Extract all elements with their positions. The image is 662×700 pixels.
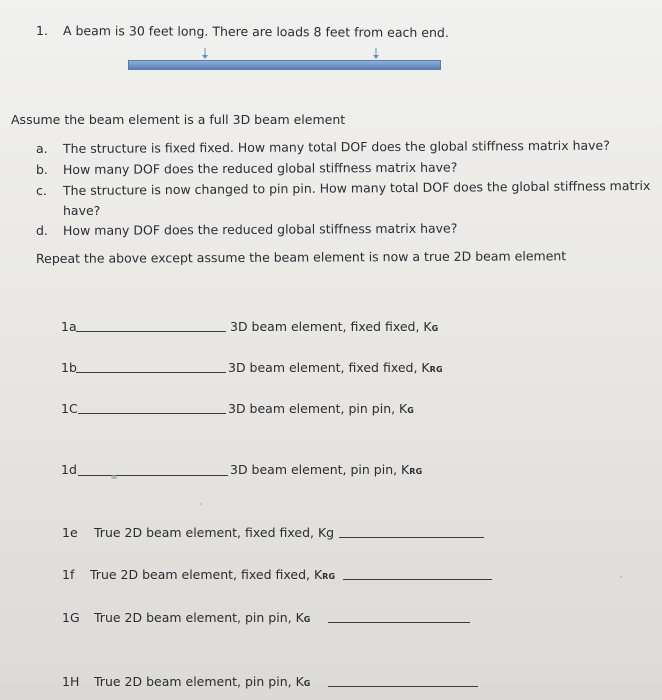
- answer-1c-blank[interactable]: [78, 413, 226, 414]
- question-c-text-continued: have?: [63, 203, 101, 218]
- question-d-text: How many DOF does the reduced global stiffness matrix have?: [62, 220, 458, 238]
- answer-1f-blank[interactable]: [343, 579, 492, 580]
- answer-1c-description: 3D beam element, pin pin, KG: [228, 401, 415, 416]
- answer-1b-label: 1b: [61, 360, 77, 375]
- question-b-marker: b.: [36, 162, 48, 177]
- repeat-instruction: Repeat the above except assume the beam element is now a true 2D beam element: [35, 248, 567, 266]
- answer-1a-blank[interactable]: [76, 331, 226, 332]
- answer-1a-description: 3D beam element, fixed fixed, KG: [230, 319, 439, 334]
- answer-1g-blank[interactable]: [328, 622, 470, 623]
- question-a-text: The structure is fixed fixed. How many total DOF does the global stiffness matrix have?: [62, 137, 610, 156]
- paper-speck: [200, 503, 202, 505]
- answer-1h-label: 1H: [62, 674, 80, 689]
- question-a-marker: a.: [36, 141, 48, 156]
- answer-1b-description: 3D beam element, fixed fixed, KRG: [228, 360, 443, 375]
- answer-1d-label: 1d: [61, 462, 77, 477]
- answer-1d-blank[interactable]: [78, 475, 228, 476]
- problem-number: 1.: [36, 23, 48, 38]
- answer-1b-blank[interactable]: [76, 372, 226, 373]
- question-c-marker: c.: [36, 183, 47, 198]
- answer-1e-description: True 2D beam element, fixed fixed, Kg: [94, 525, 335, 540]
- answer-1a-label: 1a: [61, 319, 77, 334]
- question-c-text: The structure is now changed to pin pin. How many total DOF does the global stiffness matrix: [62, 177, 651, 198]
- paper-speck: [620, 576, 622, 578]
- load-arrow-right-icon: [371, 48, 381, 60]
- answer-1h-blank[interactable]: [328, 686, 478, 687]
- answer-1d-description: 3D beam element, pin pin, KRG: [230, 462, 423, 477]
- answer-1g-label: 1G: [62, 610, 80, 625]
- assumption-text: Assume the beam element is a full 3D beam element: [11, 112, 346, 127]
- answer-1g-description: True 2D beam element, pin pin, KG: [94, 610, 311, 625]
- beam-diagram: [128, 60, 441, 70]
- problem-statement: A beam is 30 feet long. There are loads 8 feet from each end.: [62, 23, 449, 41]
- load-arrow-left-icon: [200, 48, 210, 60]
- question-d-marker: d.: [36, 223, 48, 238]
- answer-1h-description: True 2D beam element, pin pin, KG: [94, 674, 311, 689]
- answer-1c-label: 1C: [61, 401, 78, 416]
- answer-1f-label: 1f: [62, 567, 75, 582]
- pen-mark: [111, 475, 117, 479]
- question-b-text: How many DOF does the reduced global stiffness matrix have?: [62, 159, 458, 177]
- answer-1e-label: 1e: [62, 525, 78, 540]
- answer-1f-description: True 2D beam element, fixed fixed, KRG: [90, 567, 336, 582]
- answer-1e-blank[interactable]: [339, 537, 484, 538]
